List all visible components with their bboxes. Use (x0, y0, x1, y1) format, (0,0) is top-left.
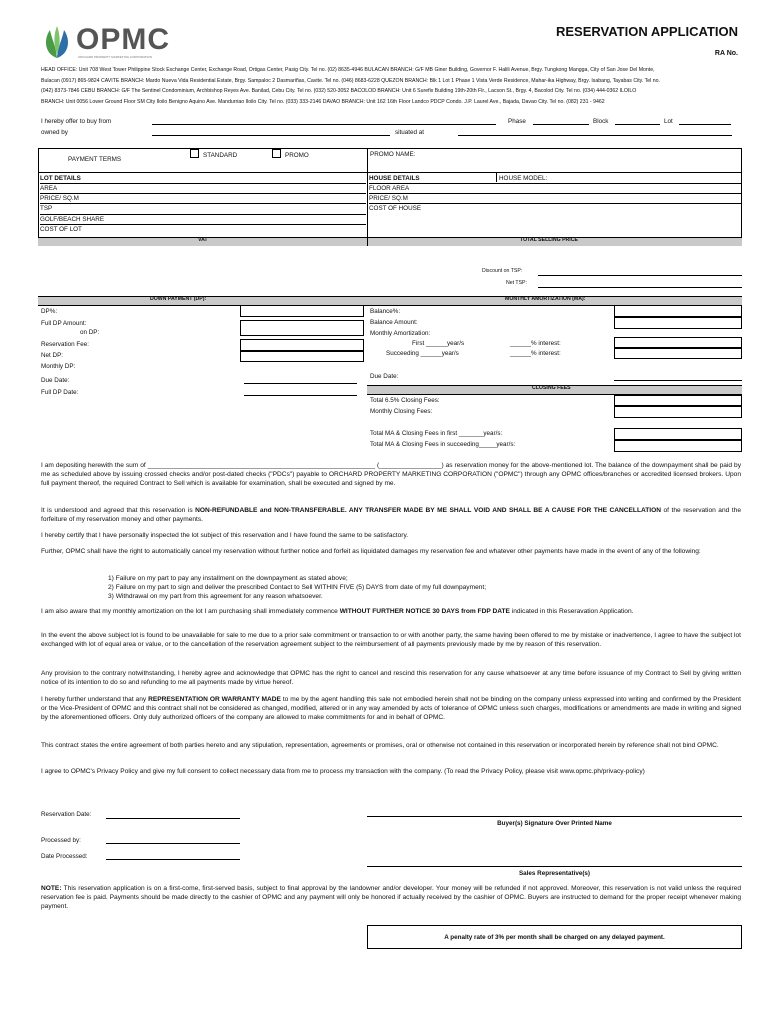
due-date-field[interactable] (244, 383, 357, 384)
discount-field[interactable] (538, 275, 742, 276)
standard-option[interactable]: STANDARD (190, 149, 237, 160)
dp-header-label: DOWN PAYMENT (DP): (150, 296, 207, 302)
first-interest-row: ______% interest: (510, 340, 561, 347)
monthly-closing-label: Monthly Closing Fees: (370, 408, 433, 415)
ma-due-date-field[interactable] (614, 380, 742, 381)
first-years-row: First ______year/s (412, 340, 465, 347)
exchange-paragraph: In the event the above subject lot is found to be unavailable for sale to me due to a prior sale commitment or transaction to or with another party, the same having been offered to me by mistake or inadvertence, I agree to have the subject lot exchanged with lot of equal area or value, or to the cancellation of the reservation agreement subject to the reimbursement of all payments previously made by me by reason of this reservation. (41, 632, 741, 648)
first-ma-field[interactable] (614, 337, 742, 348)
ma-due-date-label: Due Date: (370, 373, 399, 380)
full-dp-date-field[interactable] (244, 395, 357, 396)
closing-fees-label: CLOSING FEES (532, 385, 571, 391)
lot-row: PRICE/ SQ.M (40, 193, 366, 203)
dp-pct-label: DP%: (41, 308, 58, 315)
lot-row: AREA (40, 183, 366, 193)
total-closing-label: Total 6.5% Closing Fees: (370, 397, 440, 404)
ma-header-label: MONTHLY AMORTIZATION (MA): (505, 296, 586, 302)
total-ma-succeeding-field[interactable] (614, 440, 742, 452)
offer-text: I hereby offer to buy from (41, 118, 112, 125)
house-model-label: HOUSE MODEL: (499, 175, 548, 182)
lot-row: COST OF LOT (40, 224, 366, 234)
vat-label: VAT (198, 237, 208, 243)
on-dp-label: on DP: (80, 329, 100, 336)
net-tsp-field[interactable] (538, 287, 742, 288)
lot-details-header: LOT DETAILS AREA PRICE/ SQ.M TSP GOLF/BEACH SHARE COST OF LOT (40, 174, 366, 234)
full-dp-amount-field[interactable] (240, 320, 364, 336)
deposit-paragraph: I am depositing herewith the sum of ______________________________________________________________ (_________________) as reservation money for the above-mentioned lot. The balance of the downpayment shall be paid by me as scheduled above by issuing crossed checks and/or post-dated checks ("PDCs") payable to ORCHARD PROPERTY MARKETING CORPORATION ("OPMC") through any OPMC offices/branches or accredited licensed brokers. Upon full payment thereof, the required Contract to Sell which is available for examination, shall be executed and signed by me. (41, 462, 741, 487)
office-line: HEAD OFFICE: Unit 708 West Tower Philippine Stock Exchange Center, Exchange Road, Ortigas Center, Pasig City. Tel no. (02) 8635-4946 BULACAN BRANCH: G/F MB Giner Building, Governor F. Halili Avenue, Brgy. Tungkong Mangga, City of San Jose Del Monte, (41, 67, 655, 73)
amortization-paragraph: I am also aware that my monthly amortization on the lot I am purchasing shall immediately commence WITHOUT FURTHER NOTICE 30 DAYS from FDP DATE indicated in this Reseravation Application. (41, 608, 634, 615)
house-row: FLOOR AREA (369, 183, 741, 193)
balance-amount-label: Balance Amount: (370, 319, 418, 326)
office-addresses (41, 67, 741, 106)
reservation-fee-label: Reservation Fee: (41, 341, 89, 348)
monthly-closing-field[interactable] (614, 406, 742, 418)
total-closing-field[interactable] (614, 395, 742, 406)
office-line: BRANCH: Unit 0056 Lower Ground Floor SM City Iloilo Benigno Aquino Ave. Mandurriao Iloilo City. Tel no. (033) 333-2146 DAVAO BRANCH: Unit 162 16th Floor Landco PDCP Condo. J.P. Laurel Ave., Bajada, Davao City. Tel no. (082) 231 - 9462 (41, 98, 605, 105)
buyer-signature-label: Buyer(s) Signature Over Printed Name (497, 820, 612, 827)
entire-agreement-paragraph: This contract states the entire agreement of both parties hereto and any stipulation, representation, agreements or promises, oral or otherwise not contained in this reservation or incorporated herein by reference shall not bind OPMC. (41, 742, 719, 749)
cancellation-paragraph: Further, OPMC shall have the right to automatically cancel my reservation without further notice and forfeit as liquidated damages my reservation fee and whatever other payments have made in the event of any of the following: (41, 548, 701, 555)
form-title: RESERVATION APPLICATION (555, 24, 738, 39)
due-date-label: Due Date: (41, 377, 70, 384)
warranty-paragraph: I hereby further understand that any REPRESENTATION OR WARRANTY MADE to me by the agent handling this sale not embodied herein shall not be binding on the company unless expressed into writing and confirmed by the President or the Vice-President of OPMC and this contract shall not be considered as changed, modified, altered or in any way amended by acts of tolerance of OPMC unless such charges, modifications or amendments are made in writing and signed by the aforementioned officers. Only duly authorized officers of the company are allowed to make commitments for and in behalf of OPMC. (41, 696, 741, 721)
net-dp-label: Net DP: (41, 352, 64, 359)
balance-amount-field[interactable] (614, 317, 742, 329)
logo-text: OPMC (76, 23, 170, 56)
inspection-paragraph: I hereby certify that I have personally inspected the lot subject of this reservation and I have found the same to be satisfactory. (41, 532, 409, 539)
phase-label: Phase (508, 118, 526, 125)
location-field[interactable] (458, 135, 732, 136)
total-ma-first-label: Total MA & Closing Fees in first _______year/s: (370, 430, 503, 437)
block-field[interactable] (615, 124, 660, 125)
full-dp-amount-label: Full DP Amount: (41, 320, 87, 327)
list-item: 3) Withdrawal on my part from this agreement for any reason whatsoever. (108, 593, 323, 601)
dp-pct-field[interactable] (240, 305, 364, 317)
ra-number-label: RA No. (714, 50, 738, 57)
penalty-text: A penalty rate of 3% per month shall be charged on any delayed payment. (444, 934, 665, 941)
promo-name-label: PROMO NAME: (370, 151, 416, 158)
rescind-paragraph: Any provision to the contrary notwithstanding, I hereby agree and acknowledge that OPMC has the right to cancel and rescind this reservation for any cause whatsoever at any time before issuance of my Contract to Sell by giving written notice of its intention to do so and refunding to me all payments made by virtue hereof. (41, 670, 741, 686)
date-processed-field[interactable] (106, 859, 240, 860)
list-item: 1) Failure on my part to pay any installment on the downpayment as stated above; (108, 575, 348, 582)
succeeding-years-row: Succeeding ______year/s (386, 350, 459, 357)
lot-row: TSP (40, 203, 366, 213)
lot-field[interactable] (679, 124, 731, 125)
discount-on-tsp-label: Discount on TSP: (482, 268, 523, 274)
owned-by-label: owned by (41, 129, 68, 136)
total-ma-succeeding-label: Total MA & Closing Fees in succeeding_____year/s: (370, 441, 516, 448)
monthly-amortization-label: Monthly Amortization: (370, 330, 431, 337)
balance-pct-label: Balance%: (370, 308, 401, 315)
non-refundable-paragraph: It is understood and agreed that this reservation is NON-REFUNDABLE and NON-TRANSFERABLE. ANY TRANSFER MADE BY ME SHALL VOID AND SHALL BE A CAUSE FOR THE CANCELLATION of the reservation and the forfeiture of my reservation money and other payments. (41, 507, 741, 523)
logo-tagline: ORCHARD PROPERTY MARKETING CORPORATION (78, 55, 153, 59)
cancellation-list (108, 574, 486, 602)
house-row: PRICE/ SQ.M (369, 193, 741, 203)
succeeding-ma-field[interactable] (614, 348, 742, 359)
sales-rep-signature-line[interactable] (367, 866, 742, 867)
note-paragraph: NOTE: This reservation application is on a first-come, first-served basis, subject to final approval by the landowner and/or developer. Your money will be refunded if not approved. Moreover, this reservation is not valid unless the required reservation fee is paid. Payments should be made directly to the cashier of OPMC and any payment will only be honored if actually received by the cashier of OPMC. Buyers are instructed to demand for the proper receipt whenever making payment. (41, 885, 741, 910)
reservation-date-field[interactable] (106, 818, 240, 819)
reservation-fee-field[interactable] (240, 339, 364, 351)
office-line: Bulacan (0917) 865-9824 CAVITE BRANCH: Mardo Nueva Vida Residential Estate, Brgy. Sampaloc 2 Dasmariñas, Cavite. Tel no. (046) 8683-6228 QUEZON BRANCH: Blk 1 Lot 1 Phase 1 Vista Verde Residence, Mahar-ika Highway, Brgy. Isabang, Tayabas City. Tel no. (41, 77, 660, 84)
payment-terms-label: PAYMENT TERMS (68, 156, 122, 163)
lot-row: GOLF/BEACH SHARE (40, 214, 366, 224)
owner-field[interactable] (152, 135, 390, 136)
succeeding-interest-row: ______% interest: (510, 350, 561, 357)
total-ma-first-field[interactable] (614, 428, 742, 440)
buyer-signature-line[interactable] (367, 816, 742, 817)
seller-field[interactable] (152, 124, 496, 125)
opmc-leaf-icon (42, 24, 72, 60)
reservation-date-label: Reservation Date: (41, 811, 92, 818)
privacy-paragraph: I agree to OPMC's Privacy Policy and give my full consent to collect necessary data from me to process my transaction with the company. (To read the Privacy Policy, please visit www.opmc.ph/privacy-policy) (41, 768, 645, 775)
balance-pct-field[interactable] (614, 305, 742, 317)
house-details-header: HOUSE DETAILS FLOOR AREA PRICE/ SQ.M COST OF HOUSE (369, 174, 741, 214)
promo-option[interactable]: PROMO (272, 149, 309, 160)
full-dp-date-label: Full DP Date: (41, 389, 79, 396)
list-item: 2) Failure on my part to sign and deliver the prescribed Contact to Sell WITHIN FIVE (5) DAYS from date of my full downpayment; (108, 584, 487, 592)
net-tsp-label: Net TSP: (506, 280, 527, 286)
lot-label: Lot (664, 118, 673, 125)
date-processed-label: Date Processed: (41, 853, 88, 860)
logo (42, 24, 182, 64)
phase-field[interactable] (533, 124, 589, 125)
monthly-dp-label: Monthly DP: (41, 363, 76, 370)
processed-by-label: Processed by: (41, 837, 81, 844)
block-label: Block (593, 118, 609, 125)
promo-checkbox[interactable] (272, 149, 281, 158)
house-row: COST OF HOUSE (369, 203, 741, 213)
total-selling-price-label: TOTAL SELLING PRICE (520, 237, 578, 243)
standard-checkbox[interactable] (190, 149, 199, 158)
office-line: (042) 8373-7846 CEBU BRANCH: G/F The Sentinel Condominium, Archbishop Reyes Ave. Banilad, Cebu City. Tel no. (032) 520-3052 BACOLOD BRANCH: Unit 6 Surefix Building 19th-20th Flr., Lacson St., Brgy. 4, Bacolod City. Tel no. (034) 444-0362 ILOILO (41, 88, 637, 95)
processed-by-field[interactable] (106, 843, 240, 844)
sales-rep-label: Sales Representative(s) (518, 870, 591, 877)
net-dp-field[interactable] (240, 351, 364, 362)
situated-label: situated at (395, 129, 425, 136)
